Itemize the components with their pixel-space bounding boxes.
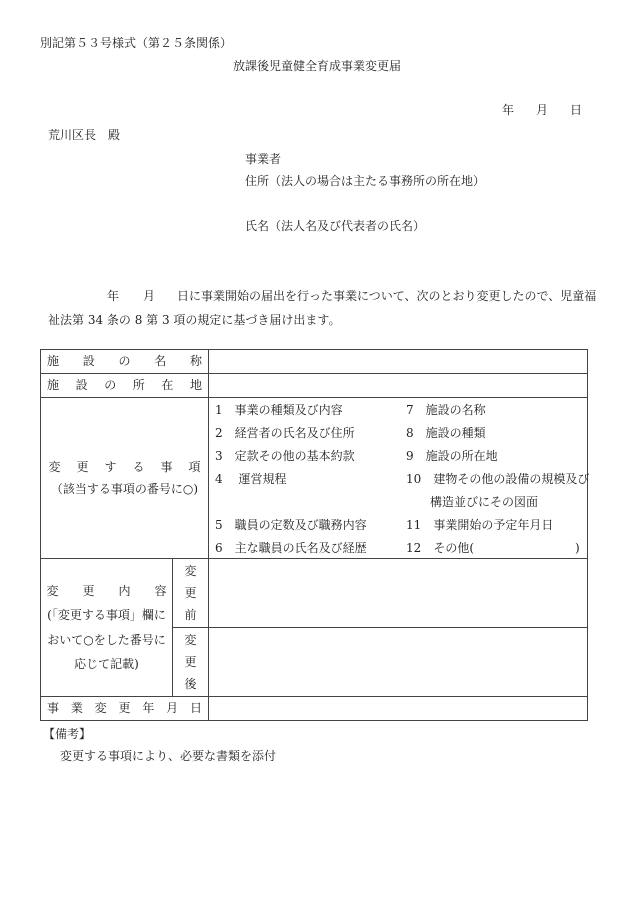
item-12[interactable]: 12 その他(: [406, 541, 474, 555]
change-content-note-1: (「変更する事項」欄に: [47, 608, 166, 623]
change-items-note: （該当する事項の番号に○): [50, 482, 199, 496]
facility-location-label: 施設の所在地: [41, 374, 209, 398]
change-before-field[interactable]: [209, 559, 588, 628]
facility-location-field[interactable]: [209, 374, 588, 398]
item-8[interactable]: 8 施設の種類: [406, 426, 486, 440]
form-number: 別記第５３号様式（第２５条関係）: [40, 36, 233, 50]
before-label: 変 更 前: [173, 559, 209, 628]
item-1[interactable]: 1 事業の種類及び内容: [215, 403, 343, 417]
facility-location-row: [41, 374, 588, 398]
document-title: 放課後児童健全育成事業変更届: [233, 59, 402, 73]
item-10[interactable]: 10 建物その他の設備の規模及び: [406, 472, 590, 486]
change-before-row: [41, 559, 588, 628]
item-3[interactable]: 3 定款その他の基本約款: [215, 449, 355, 463]
change-items-label-cell: [41, 398, 209, 559]
addressee: 荒川区長 殿: [48, 128, 121, 142]
date-day-label: 日: [570, 103, 583, 117]
item-12-close: ): [575, 541, 580, 555]
item-6[interactable]: 6 主な職員の氏名及び経歴: [215, 541, 367, 555]
item-4[interactable]: 4 運営規程: [215, 472, 287, 486]
change-after-field[interactable]: [209, 628, 588, 697]
after-label: 変 更 後: [173, 628, 209, 697]
facility-name-row: [41, 350, 588, 374]
body-month: 月: [143, 289, 156, 303]
item-2[interactable]: 2 経営者の氏名及び住所: [215, 426, 355, 440]
item-11[interactable]: 11 事業開始の予定年月日: [406, 518, 554, 532]
change-items-label: 変更する事項: [48, 459, 201, 474]
change-content-note-2: おいて○をした番号に: [47, 632, 166, 647]
item-7[interactable]: 7 施設の名称: [406, 403, 486, 417]
body-line-2: 祉法第 34 条の 8 第 3 項の規定に基づき届け出ます。: [48, 313, 341, 327]
change-date-row: [41, 697, 588, 721]
body-line-1: 日に事業開始の届出を行った事業について、次のとおり変更したので、児童福: [177, 289, 597, 303]
change-items-row: [41, 398, 588, 559]
applicant-address-label: 住所（法人の場合は主たる事務所の所在地）: [245, 174, 486, 188]
facility-name-field[interactable]: [209, 350, 588, 374]
item-5[interactable]: 5 職員の定数及び職務内容: [215, 518, 367, 532]
date-year-label: 年: [502, 103, 515, 117]
item-9[interactable]: 9 施設の所在地: [406, 449, 498, 463]
change-date-field[interactable]: [209, 697, 588, 721]
change-content-note-3: 応じて記載): [74, 656, 139, 671]
remarks-text: 変更する事項により、必要な書類を添付: [60, 749, 277, 763]
applicant-label: 事業者: [245, 152, 282, 166]
facility-name-label: 施設の名称: [41, 350, 209, 374]
item-10-line-2: 構造並びにその図面: [430, 495, 539, 509]
applicant-name-label: 氏名（法人名及び代表者の氏名）: [245, 219, 426, 233]
remarks-heading: 【備考】: [43, 727, 92, 741]
change-form-table: [40, 349, 588, 721]
change-date-label: 事業変更年月日: [41, 697, 209, 721]
body-year: 年: [107, 289, 120, 303]
date-month-label: 月: [536, 103, 549, 117]
change-items-list: [209, 398, 588, 559]
change-content-label: 変更内容: [46, 583, 167, 598]
change-content-label-cell: [41, 559, 173, 697]
